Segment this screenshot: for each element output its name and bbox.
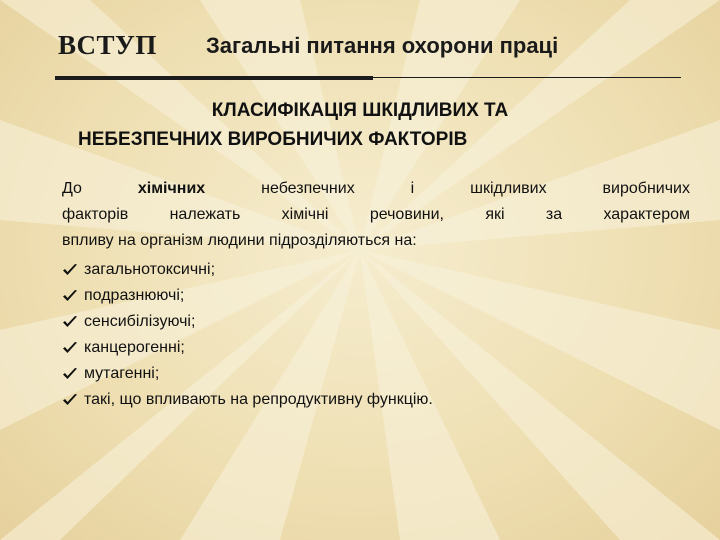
factor-list bbox=[62, 257, 690, 413]
checkmark-icon bbox=[62, 341, 78, 355]
section-label: ВСТУП bbox=[58, 30, 157, 60]
checkmark-icon bbox=[62, 393, 78, 407]
list-item-label: загальнотоксичні; bbox=[84, 261, 216, 278]
list-item-label: подразнюючі; bbox=[84, 287, 185, 304]
list-item bbox=[62, 361, 690, 387]
heading-line-1: КЛАСИФІКАЦІЯ ШКІДЛИВИХ ТА bbox=[211, 100, 509, 121]
slide-heading bbox=[40, 96, 680, 154]
list-item-label: такі, що впливають на репродуктивну функцію. bbox=[84, 391, 433, 408]
list-item bbox=[62, 335, 690, 361]
slide-body bbox=[62, 176, 690, 413]
intro-prefix: До bbox=[62, 180, 82, 197]
checkmark-icon bbox=[62, 263, 78, 277]
list-item bbox=[62, 387, 690, 413]
intro-paragraph bbox=[62, 176, 690, 254]
intro-rest: небезпечних і шкідливих виробничих bbox=[261, 180, 690, 197]
checkmark-icon bbox=[62, 315, 78, 329]
checkmark-icon bbox=[62, 289, 78, 303]
list-item bbox=[62, 283, 690, 309]
topic-title: Загальні питання охорони праці bbox=[206, 33, 559, 58]
intro-line-2: факторів належать хімічні речовини, які за характером bbox=[62, 206, 690, 223]
checkmark-icon bbox=[62, 367, 78, 381]
list-item-label: мутагенні; bbox=[84, 365, 160, 382]
list-item-label: сенсибілізуючі; bbox=[84, 313, 196, 330]
list-item-label: канцерогенні; bbox=[84, 339, 185, 356]
header-rule-thick bbox=[55, 76, 373, 80]
slide-header bbox=[58, 30, 688, 70]
list-item bbox=[62, 309, 690, 335]
list-item bbox=[62, 257, 690, 283]
intro-keyword: хімічних bbox=[137, 180, 206, 197]
intro-line-3: впливу на організм людини підрозділяються на: bbox=[62, 232, 417, 249]
heading-line-2: НЕБЕЗПЕЧНИХ ВИРОБНИЧИХ ФАКТОРІВ bbox=[78, 129, 468, 150]
intro-line-1 bbox=[62, 176, 690, 202]
